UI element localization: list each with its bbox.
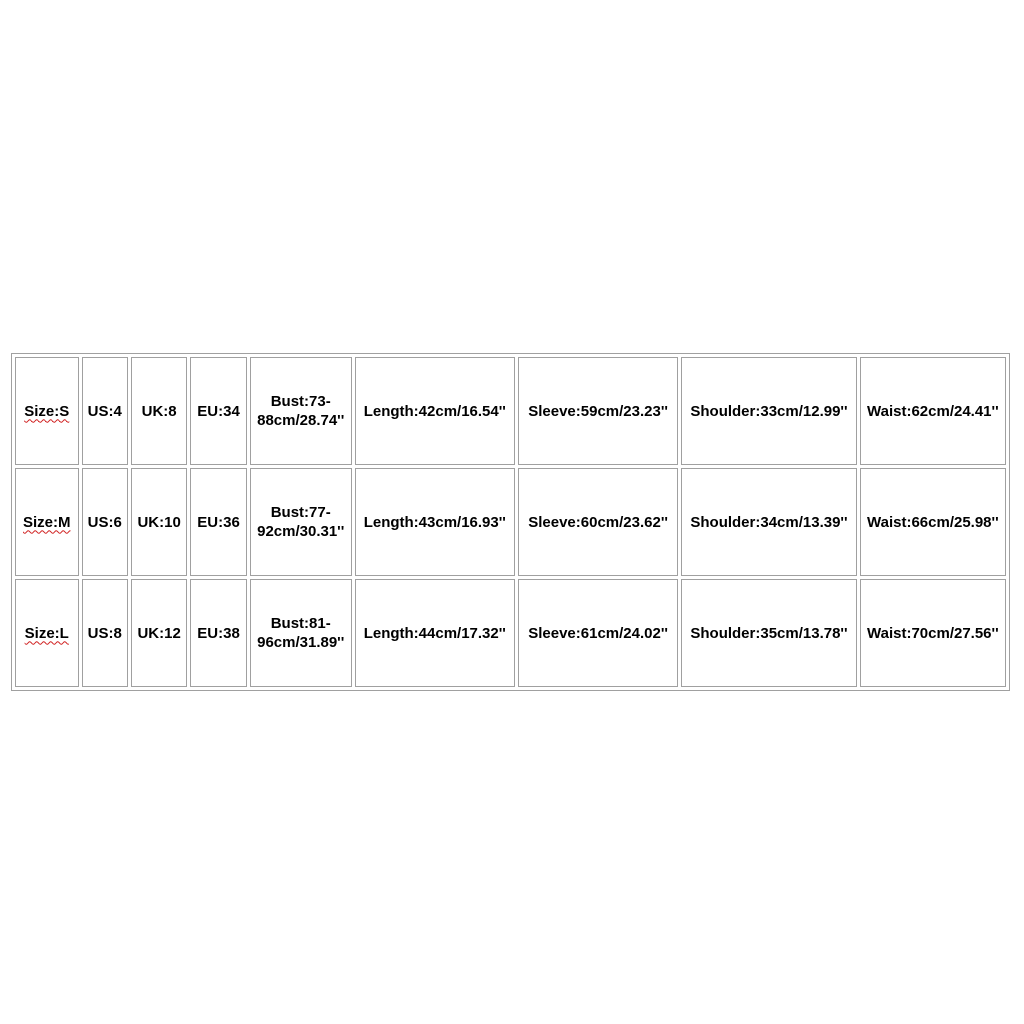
waist-cell: Waist:62cm/24.41'' [860,357,1006,465]
us-size-cell: US:6 [82,468,128,576]
waist-cell: Waist:66cm/25.98'' [860,468,1006,576]
uk-size-cell: UK:12 [131,579,187,687]
bust-line-1: Bust:77- [270,504,331,521]
shoulder-cell: Shoulder:33cm/12.99'' [681,357,856,465]
size-chart-table [11,353,1010,691]
eu-size-cell: EU:36 [190,468,246,576]
length-cell: Length:43cm/16.93'' [355,468,515,576]
sleeve-cell: Sleeve:60cm/23.62'' [518,468,678,576]
shoulder-cell: Shoulder:35cm/13.78'' [681,579,856,687]
size-label: Size:M [23,513,71,531]
size-cell [15,357,79,465]
bust-cell [250,357,352,465]
bust-cell [250,579,352,687]
sleeve-cell: Sleeve:59cm/23.23'' [518,357,678,465]
us-size-cell: US:4 [82,357,128,465]
us-size-cell: US:8 [82,579,128,687]
size-label: Size:S [24,402,70,420]
size-label: Size:L [24,624,69,642]
bust-line-1: Bust:81- [270,615,331,632]
bust-line-2: 88cm/28.74'' [257,412,345,429]
uk-size-cell: UK:10 [131,468,187,576]
bust-line-2: 92cm/30.31'' [257,523,345,540]
shoulder-cell: Shoulder:34cm/13.39'' [681,468,856,576]
bust-line-1: Bust:73- [270,393,331,410]
size-row-l [15,579,1006,687]
size-row-m [15,468,1006,576]
bust-cell [250,468,352,576]
length-cell: Length:42cm/16.54'' [355,357,515,465]
sleeve-cell: Sleeve:61cm/24.02'' [518,579,678,687]
size-cell [15,579,79,687]
bust-line-2: 96cm/31.89'' [257,634,345,651]
uk-size-cell: UK:8 [131,357,187,465]
size-cell [15,468,79,576]
waist-cell: Waist:70cm/27.56'' [860,579,1006,687]
size-row-s [15,357,1006,465]
eu-size-cell: EU:38 [190,579,246,687]
eu-size-cell: EU:34 [190,357,246,465]
length-cell: Length:44cm/17.32'' [355,579,515,687]
